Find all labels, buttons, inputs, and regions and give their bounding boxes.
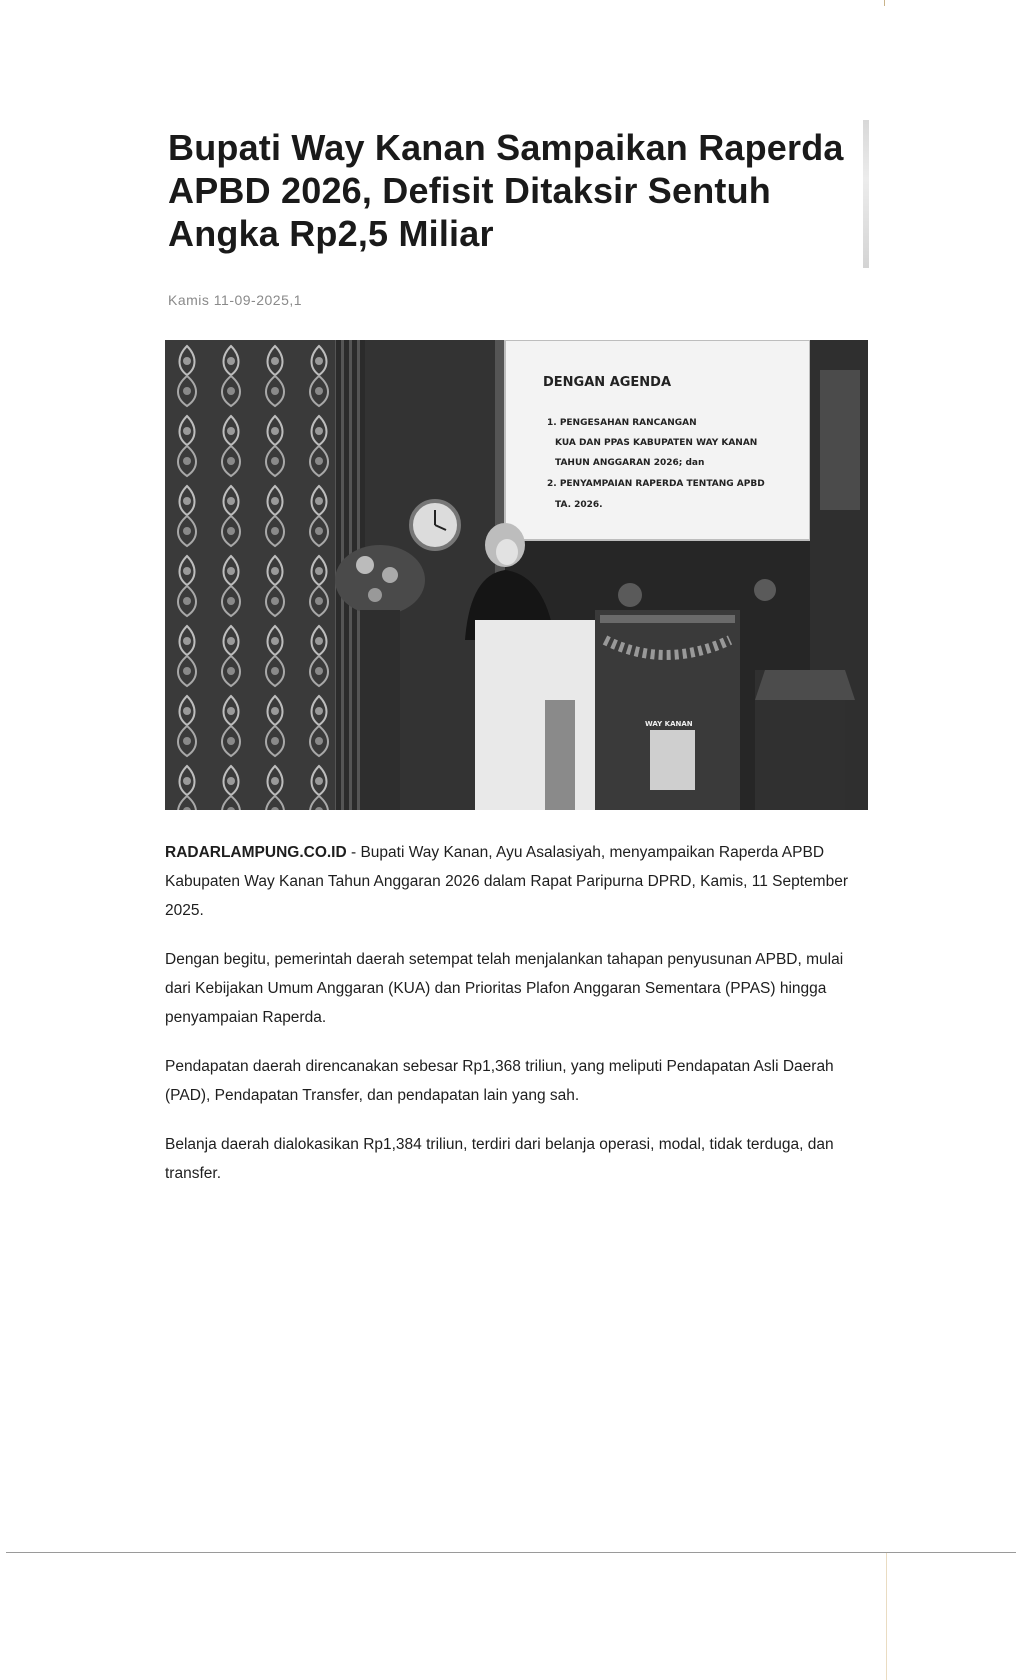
- screen-line-3: TAHUN ANGGARAN 2026; dan: [555, 458, 705, 468]
- article-source: RADARLAMPUNG.CO.ID: [165, 844, 347, 861]
- screen-line-4: 2. PENYAMPAIAN RAPERDA TENTANG APBD: [547, 479, 765, 489]
- screen-line-2: KUA DAN PPAS KABUPATEN WAY KANAN: [555, 438, 758, 448]
- article-title: Bupati Way Kanan Sampaikan Raperda APBD 2026, Defisit Ditaksir Sentuh Angka Rp2,5 Miliar: [168, 127, 844, 254]
- page-divider: [6, 1552, 1016, 1553]
- article-paragraph: Belanja daerah dialokasikan Rp1,384 triliun, terdiri dari belanja operasi, modal, tidak terduga, dan transfer.: [165, 1136, 834, 1182]
- article-body: [165, 838, 865, 1208]
- screen-line-1: 1. PENGESAHAN RANCANGAN: [547, 418, 697, 428]
- screen-line-5: TA. 2026.: [555, 500, 603, 510]
- article-photo: [165, 340, 868, 810]
- article-paragraph: Pendapatan daerah direncanakan sebesar Rp1,368 triliun, yang meliputi Pendapatan Asli Daerah (PAD), Pendapatan Transfer, dan pendapatan lain yang sah.: [165, 1058, 834, 1104]
- podium-label: WAY KANAN: [645, 720, 693, 728]
- paragraph-text: Bupati Way Kanan, Ayu Asalasiyah, menyampaikan Raperda APBD Kabupaten Way Kanan Tahun Anggaran 2026 dalam Rapat Paripurna DPRD, Kamis, 11 September 2025.: [165, 844, 848, 919]
- scan-artifact-line: [886, 1553, 887, 1680]
- photo-illustration: [165, 340, 868, 810]
- scan-artifact-tick: [884, 0, 885, 6]
- article-date: Kamis 11-09-2025,1: [168, 292, 303, 308]
- article-paragraph: Dengan begitu, pemerintah daerah setempat telah menjalankan tahapan penyusunan APBD, mulai dari Kebijakan Umum Anggaran (KUA) dan Prioritas Plafon Anggaran Sementara (PPAS) hingga penyampaian Raperda.: [165, 951, 844, 1026]
- article-paragraph: [165, 838, 865, 925]
- screen-heading: DENGAN AGENDA: [543, 375, 672, 390]
- source-separator: -: [346, 844, 361, 861]
